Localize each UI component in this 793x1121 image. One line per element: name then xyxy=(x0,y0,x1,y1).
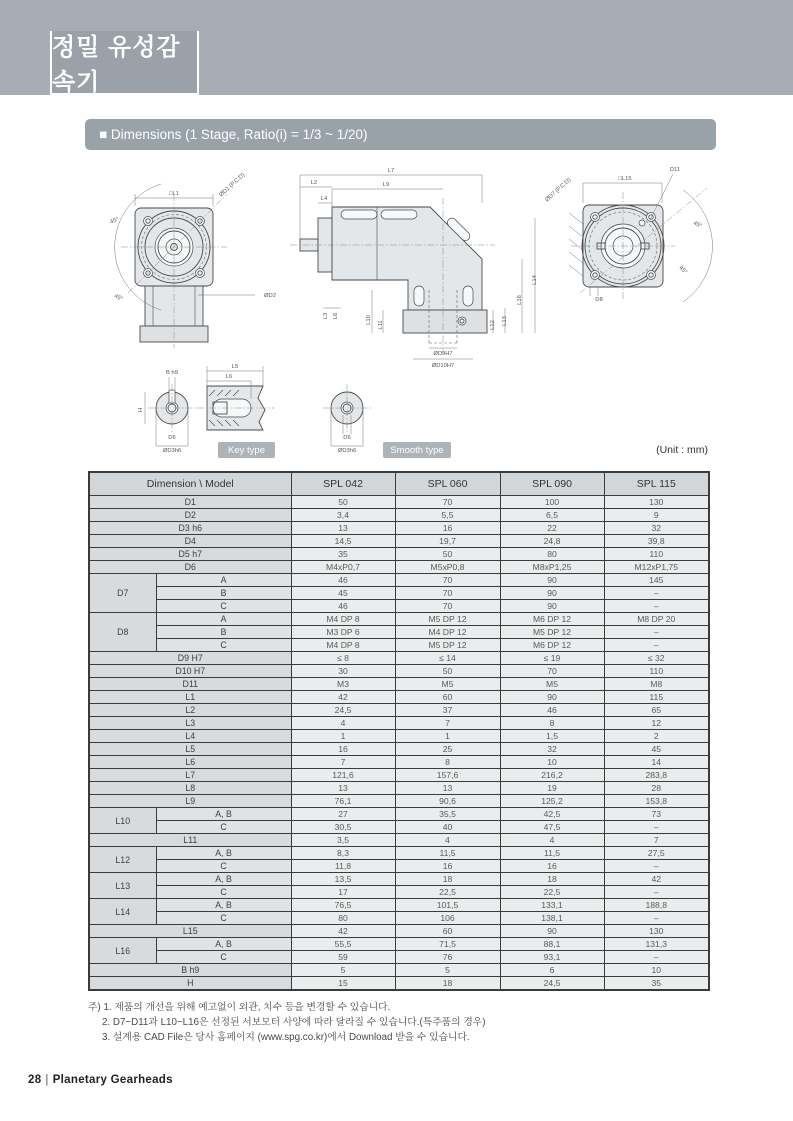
dimension-sub-cell: C xyxy=(156,951,291,964)
value-cell: M4 DP 8 xyxy=(291,639,395,652)
value-cell: 7 xyxy=(291,756,395,769)
table-row xyxy=(89,730,709,743)
value-cell: 90 xyxy=(500,691,604,704)
dimension-label-cell: L7 xyxy=(89,769,291,782)
value-cell: 7 xyxy=(604,834,709,847)
value-cell: 6 xyxy=(500,964,604,977)
dim-label: L13 xyxy=(502,316,508,326)
value-cell: 73 xyxy=(604,808,709,821)
column-header: SPL 060 xyxy=(395,472,500,496)
value-cell: 27,5 xyxy=(604,847,709,860)
table-row xyxy=(89,587,709,600)
value-cell: 1 xyxy=(291,730,395,743)
table-row xyxy=(89,561,709,574)
value-cell: 39,8 xyxy=(604,535,709,548)
value-cell: 138,1 xyxy=(500,912,604,925)
dim-label: L10 xyxy=(366,315,372,325)
value-cell: 19,7 xyxy=(395,535,500,548)
dimension-group-cell: D8 xyxy=(89,613,156,652)
value-cell: 16 xyxy=(395,860,500,873)
smooth-type-label: Smooth type xyxy=(390,444,444,456)
value-cell: 121,6 xyxy=(291,769,395,782)
table-row xyxy=(89,769,709,782)
value-cell: 80 xyxy=(291,912,395,925)
dimension-sub-cell: A, B xyxy=(156,873,291,886)
dim-label: ØD3h6 xyxy=(337,448,357,454)
footnote-1: 주) 1. 제품의 개선을 위해 예고없이 외관, 치수 등을 변경할 수 있습니다. xyxy=(88,1002,391,1013)
dim-label: D6 xyxy=(168,435,176,441)
value-cell: 7 xyxy=(395,717,500,730)
table-row xyxy=(89,808,709,821)
dimension-group-cell: L16 xyxy=(89,938,156,964)
dim-label: L7 xyxy=(387,168,395,174)
value-cell: 46 xyxy=(500,704,604,717)
value-cell: 28 xyxy=(604,782,709,795)
value-cell: 10 xyxy=(500,756,604,769)
dim-label: D6 xyxy=(343,435,351,441)
value-cell: 8 xyxy=(500,717,604,730)
value-cell: 216,2 xyxy=(500,769,604,782)
table-row xyxy=(89,834,709,847)
value-cell: – xyxy=(604,600,709,613)
value-cell: – xyxy=(604,639,709,652)
value-cell: 16 xyxy=(291,743,395,756)
value-cell: 4 xyxy=(291,717,395,730)
value-cell: 76 xyxy=(395,951,500,964)
table-row xyxy=(89,886,709,899)
value-cell: 42,5 xyxy=(500,808,604,821)
value-cell: M8 DP 20 xyxy=(604,613,709,626)
dim-label: B h9 xyxy=(166,370,178,376)
value-cell: 90 xyxy=(500,600,604,613)
value-cell: 45 xyxy=(291,587,395,600)
value-cell: M5 DP 12 xyxy=(500,626,604,639)
dimension-label-cell: L4 xyxy=(89,730,291,743)
value-cell: – xyxy=(604,860,709,873)
dim-label: ØD1 (P.C.D) xyxy=(218,172,247,199)
dimension-label-cell: D1 xyxy=(89,496,291,509)
dimension-sub-cell: C xyxy=(156,639,291,652)
dim-label: L3 xyxy=(323,312,329,320)
dimension-label-cell: D10 H7 xyxy=(89,665,291,678)
dimension-label-cell: L2 xyxy=(89,704,291,717)
value-cell: M4xP0,7 xyxy=(291,561,395,574)
key-type-badge xyxy=(218,442,275,458)
dim-label: ØD3h6 xyxy=(162,448,182,454)
value-cell: 3,5 xyxy=(291,834,395,847)
dim-label: D11 xyxy=(669,167,681,173)
value-cell: 60 xyxy=(395,691,500,704)
value-cell: – xyxy=(604,886,709,899)
value-cell: 5 xyxy=(395,964,500,977)
value-cell: 90,6 xyxy=(395,795,500,808)
table-row xyxy=(89,522,709,535)
value-cell: M8 xyxy=(604,678,709,691)
top-banner xyxy=(0,0,793,95)
value-cell: 59 xyxy=(291,951,395,964)
value-cell: 55,5 xyxy=(291,938,395,951)
dim-label: H xyxy=(138,407,144,413)
dimension-label-cell: D2 xyxy=(89,509,291,522)
table-row xyxy=(89,938,709,951)
dimension-group-cell: L12 xyxy=(89,847,156,873)
value-cell: 50 xyxy=(395,548,500,561)
value-cell: 40 xyxy=(395,821,500,834)
section-header xyxy=(85,119,716,150)
dim-label: ØD10H7 xyxy=(431,363,455,369)
dim-label: L2 xyxy=(310,180,318,186)
value-cell: 110 xyxy=(604,548,709,561)
value-cell: 70 xyxy=(395,587,500,600)
footer-divider: | xyxy=(45,1074,49,1086)
value-cell: 76,5 xyxy=(291,899,395,912)
value-cell: M5 xyxy=(395,678,500,691)
value-cell: M12xP1,75 xyxy=(604,561,709,574)
value-cell: 115 xyxy=(604,691,709,704)
value-cell: 4 xyxy=(500,834,604,847)
dimension-label-cell: L11 xyxy=(89,834,291,847)
value-cell: – xyxy=(604,912,709,925)
value-cell: 14,5 xyxy=(291,535,395,548)
value-cell: 25 xyxy=(395,743,500,756)
table-row xyxy=(89,600,709,613)
value-cell: 13 xyxy=(395,782,500,795)
dim-label: □L1 xyxy=(169,191,179,197)
value-cell: 3,4 xyxy=(291,509,395,522)
value-cell: 22 xyxy=(500,522,604,535)
value-cell: 24,5 xyxy=(500,977,604,990)
value-cell: M3 DP 6 xyxy=(291,626,395,639)
dimension-sub-cell: C xyxy=(156,886,291,899)
value-cell: 133,1 xyxy=(500,899,604,912)
value-cell: 11,8 xyxy=(291,860,395,873)
value-cell: 50 xyxy=(395,665,500,678)
page-title-box xyxy=(50,31,199,95)
value-cell: 157,6 xyxy=(395,769,500,782)
value-cell: 13 xyxy=(291,782,395,795)
value-cell: 101,5 xyxy=(395,899,500,912)
section-title: ■ Dimensions (1 Stage, Ratio(i) = 1/3 ~ 1/20) xyxy=(99,127,368,142)
value-cell: 24,5 xyxy=(291,704,395,717)
value-cell: 1,5 xyxy=(500,730,604,743)
value-cell: ≤ 14 xyxy=(395,652,500,665)
table-row xyxy=(89,574,709,587)
dimension-sub-cell: A, B xyxy=(156,938,291,951)
dim-label: L16 xyxy=(517,295,523,305)
value-cell: 22,5 xyxy=(395,886,500,899)
dimension-sub-cell: C xyxy=(156,600,291,613)
value-cell: 17 xyxy=(291,886,395,899)
value-cell: 71,5 xyxy=(395,938,500,951)
value-cell: 30,5 xyxy=(291,821,395,834)
dimension-label-cell: L15 xyxy=(89,925,291,938)
dimension-label-cell: L5 xyxy=(89,743,291,756)
value-cell: 11,5 xyxy=(500,847,604,860)
value-cell: 90 xyxy=(500,574,604,587)
column-header: Dimension \ Model xyxy=(89,472,291,496)
dimension-label-cell: H xyxy=(89,977,291,990)
dimension-group-cell: L10 xyxy=(89,808,156,834)
dim-label: L6 xyxy=(333,312,339,320)
value-cell: M5xP0,8 xyxy=(395,561,500,574)
value-cell: 65 xyxy=(604,704,709,717)
value-cell: 80 xyxy=(500,548,604,561)
value-cell: M5 xyxy=(500,678,604,691)
value-cell: ≤ 32 xyxy=(604,652,709,665)
dimension-sub-cell: A, B xyxy=(156,899,291,912)
value-cell: 90 xyxy=(500,587,604,600)
footnote-2: 2. D7~D11과 L10~L16은 선정된 서보모터 사양에 따라 달라질 수 있습니다.(특주품의 경우) xyxy=(102,1017,486,1028)
table-row xyxy=(89,899,709,912)
table-row xyxy=(89,964,709,977)
table-row xyxy=(89,951,709,964)
value-cell: M4 DP 12 xyxy=(395,626,500,639)
dimension-label-cell: D3 h6 xyxy=(89,522,291,535)
value-cell: ≤ 19 xyxy=(500,652,604,665)
value-cell: M5 DP 12 xyxy=(395,613,500,626)
value-cell: 16 xyxy=(395,522,500,535)
value-cell: 283,8 xyxy=(604,769,709,782)
value-cell: – xyxy=(604,951,709,964)
value-cell: 90 xyxy=(500,925,604,938)
value-cell: M3 xyxy=(291,678,395,691)
front-view-output xyxy=(569,174,712,302)
table-row xyxy=(89,821,709,834)
value-cell: 9 xyxy=(604,509,709,522)
table-row xyxy=(89,626,709,639)
table-row xyxy=(89,509,709,522)
table-row xyxy=(89,782,709,795)
dimension-group-cell: L13 xyxy=(89,873,156,899)
dim-label: 45° xyxy=(113,293,124,303)
dimension-sub-cell: A, B xyxy=(156,847,291,860)
value-cell: 8,3 xyxy=(291,847,395,860)
value-cell: – xyxy=(604,626,709,639)
dimension-sub-cell: A xyxy=(156,613,291,626)
value-cell: 70 xyxy=(395,496,500,509)
value-cell: 13 xyxy=(291,522,395,535)
dimension-label-cell: L1 xyxy=(89,691,291,704)
dimension-sub-cell: C xyxy=(156,912,291,925)
smooth-type-badge xyxy=(383,442,451,458)
table-row xyxy=(89,652,709,665)
dim-label: D8 xyxy=(595,297,603,303)
key-type-view xyxy=(145,366,275,446)
column-header: SPL 115 xyxy=(604,472,709,496)
table-row xyxy=(89,717,709,730)
dimension-label-cell: B h9 xyxy=(89,964,291,977)
value-cell: M4 DP 8 xyxy=(291,613,395,626)
value-cell: 32 xyxy=(500,743,604,756)
value-cell: 35 xyxy=(291,548,395,561)
table-row xyxy=(89,613,709,626)
value-cell: 16 xyxy=(500,860,604,873)
value-cell: 47,5 xyxy=(500,821,604,834)
dim-label: ØD7 (P.C.D) xyxy=(544,177,573,204)
page-number: 28 xyxy=(28,1074,42,1086)
value-cell: M5 DP 12 xyxy=(395,639,500,652)
value-cell: 18 xyxy=(500,873,604,886)
value-cell: 188,8 xyxy=(604,899,709,912)
dim-label: L14 xyxy=(532,275,538,285)
value-cell: 8 xyxy=(395,756,500,769)
value-cell: 45 xyxy=(604,743,709,756)
value-cell: 14 xyxy=(604,756,709,769)
value-cell: 46 xyxy=(291,600,395,613)
value-cell: 35,5 xyxy=(395,808,500,821)
side-view xyxy=(290,175,535,359)
value-cell: 46 xyxy=(291,574,395,587)
dimension-label-cell: D9 H7 xyxy=(89,652,291,665)
column-header: SPL 090 xyxy=(500,472,604,496)
value-cell: 13,5 xyxy=(291,873,395,886)
value-cell: M6 DP 12 xyxy=(500,639,604,652)
value-cell: 93,1 xyxy=(500,951,604,964)
value-cell: 153,8 xyxy=(604,795,709,808)
page-title: 정밀 유성감속기 xyxy=(52,34,181,96)
dim-label: □L15 xyxy=(618,176,632,182)
dim-label: 45° xyxy=(692,220,703,230)
footnote-3: 3. 설계용 CAD File은 당사 홈페이지 (www.spg.co.kr)에서 Download 받을 수 있습니다. xyxy=(102,1032,470,1043)
column-header: SPL 042 xyxy=(291,472,395,496)
value-cell: – xyxy=(604,587,709,600)
table-row xyxy=(89,639,709,652)
table-row xyxy=(89,756,709,769)
value-cell: 4 xyxy=(395,834,500,847)
value-cell: 70 xyxy=(395,574,500,587)
dimension-label-cell: D11 xyxy=(89,678,291,691)
table-row xyxy=(89,873,709,886)
table-row xyxy=(89,691,709,704)
dimension-sub-cell: A, B xyxy=(156,808,291,821)
dim-label: ØD9H7 xyxy=(433,351,453,357)
value-cell: 130 xyxy=(604,496,709,509)
table-row xyxy=(89,847,709,860)
dim-label: ØD2 xyxy=(264,293,276,299)
dim-label: L6 xyxy=(225,374,233,380)
value-cell: 19 xyxy=(500,782,604,795)
dimension-label-cell: L6 xyxy=(89,756,291,769)
table-row xyxy=(89,912,709,925)
value-cell: 70 xyxy=(500,665,604,678)
footer-label: Planetary Gearheads xyxy=(52,1074,173,1086)
front-view-input xyxy=(115,184,255,348)
dimension-label-cell: L8 xyxy=(89,782,291,795)
table-row xyxy=(89,743,709,756)
dimension-sub-cell: B xyxy=(156,626,291,639)
value-cell: 32 xyxy=(604,522,709,535)
dimension-group-cell: L14 xyxy=(89,899,156,925)
value-cell: 2 xyxy=(604,730,709,743)
value-cell: 125,2 xyxy=(500,795,604,808)
value-cell: 50 xyxy=(291,496,395,509)
value-cell: 42 xyxy=(291,925,395,938)
footnotes xyxy=(88,1000,486,1045)
value-cell: 10 xyxy=(604,964,709,977)
table-row xyxy=(89,860,709,873)
table-row xyxy=(89,795,709,808)
technical-drawing xyxy=(85,158,745,465)
value-cell: 22,5 xyxy=(500,886,604,899)
table-row xyxy=(89,535,709,548)
value-cell: – xyxy=(604,821,709,834)
value-cell: M6 DP 12 xyxy=(500,613,604,626)
value-cell: 27 xyxy=(291,808,395,821)
dim-label: L4 xyxy=(320,196,328,202)
value-cell: 15 xyxy=(291,977,395,990)
dim-label: 45° xyxy=(109,216,120,226)
key-type-label: Key type xyxy=(228,444,265,456)
value-cell: 30 xyxy=(291,665,395,678)
value-cell: 131,3 xyxy=(604,938,709,951)
value-cell: 6,5 xyxy=(500,509,604,522)
page-footer xyxy=(28,1074,173,1086)
value-cell: 76,1 xyxy=(291,795,395,808)
value-cell: 42 xyxy=(604,873,709,886)
value-cell: 70 xyxy=(395,600,500,613)
dimension-table xyxy=(88,471,710,991)
value-cell: 88,1 xyxy=(500,938,604,951)
table-row xyxy=(89,977,709,990)
dimension-label-cell: D6 xyxy=(89,561,291,574)
table-row xyxy=(89,925,709,938)
table-row xyxy=(89,548,709,561)
unit-label: (Unit : mm) xyxy=(656,444,708,456)
dimension-sub-cell: B xyxy=(156,587,291,600)
dimension-label-cell: L3 xyxy=(89,717,291,730)
table-row xyxy=(89,665,709,678)
dimension-sub-cell: C xyxy=(156,860,291,873)
dim-label: L12 xyxy=(490,320,496,330)
value-cell: 60 xyxy=(395,925,500,938)
dimension-sub-cell: C xyxy=(156,821,291,834)
value-cell: 106 xyxy=(395,912,500,925)
value-cell: 12 xyxy=(604,717,709,730)
table-row xyxy=(89,704,709,717)
value-cell: 1 xyxy=(395,730,500,743)
value-cell: 5,5 xyxy=(395,509,500,522)
table-row xyxy=(89,496,709,509)
table-row xyxy=(89,678,709,691)
value-cell: 100 xyxy=(500,496,604,509)
dimension-label-cell: D5 h7 xyxy=(89,548,291,561)
value-cell: 110 xyxy=(604,665,709,678)
dimension-sub-cell: A xyxy=(156,574,291,587)
value-cell: M8xP1,25 xyxy=(500,561,604,574)
dimension-group-cell: D7 xyxy=(89,574,156,613)
value-cell: 130 xyxy=(604,925,709,938)
dim-label: L11 xyxy=(378,320,384,330)
value-cell: 24,8 xyxy=(500,535,604,548)
value-cell: 18 xyxy=(395,873,500,886)
value-cell: 35 xyxy=(604,977,709,990)
value-cell: 42 xyxy=(291,691,395,704)
value-cell: 37 xyxy=(395,704,500,717)
dim-label: L5 xyxy=(231,364,239,370)
value-cell: 11,5 xyxy=(395,847,500,860)
dim-label: 45° xyxy=(677,265,688,276)
value-cell: 145 xyxy=(604,574,709,587)
value-cell: 18 xyxy=(395,977,500,990)
dimension-label-cell: D4 xyxy=(89,535,291,548)
value-cell: 5 xyxy=(291,964,395,977)
value-cell: ≤ 8 xyxy=(291,652,395,665)
dimension-label-cell: L9 xyxy=(89,795,291,808)
dim-label: L9 xyxy=(382,182,390,188)
